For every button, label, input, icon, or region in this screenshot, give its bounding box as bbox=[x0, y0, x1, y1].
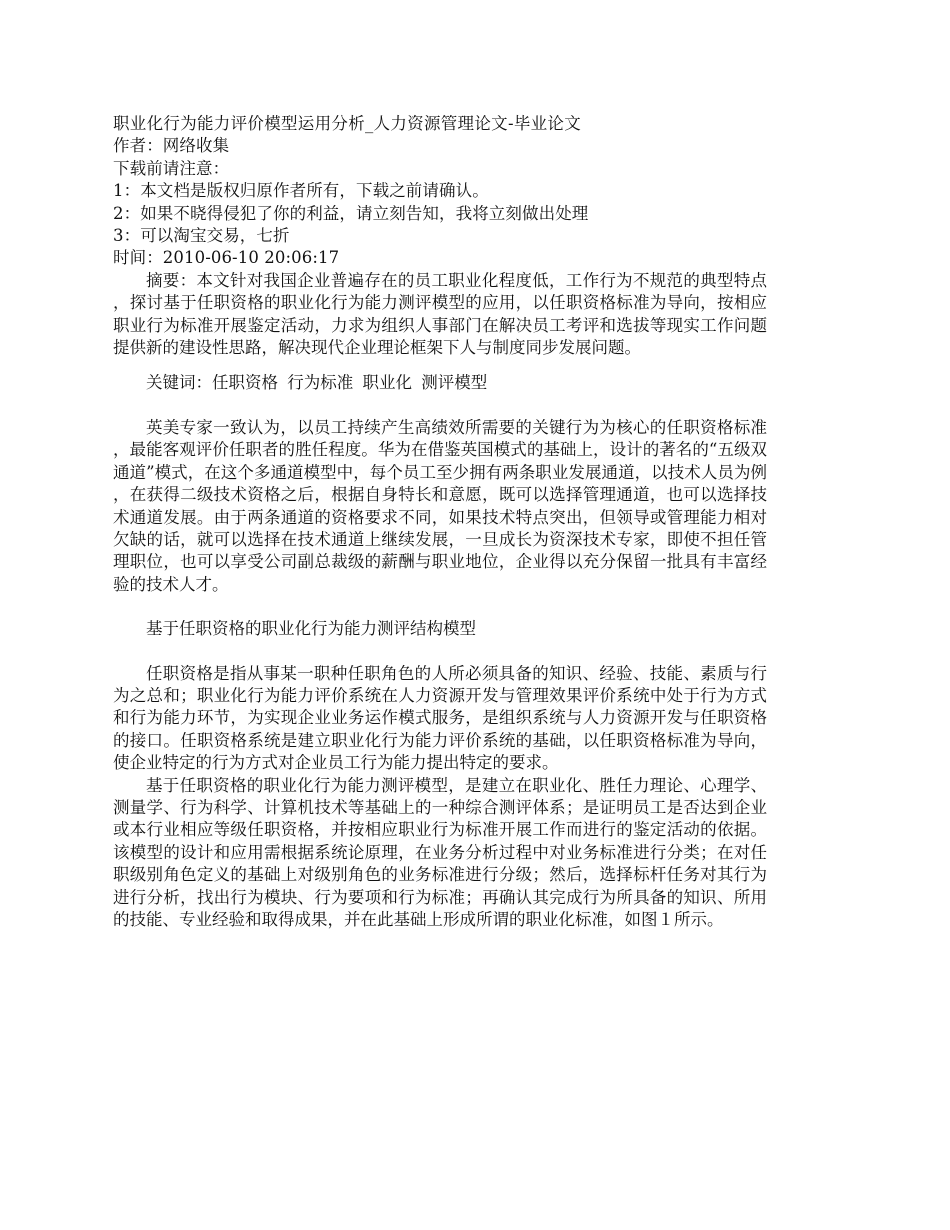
notice-item-1: 1：本文档是版权归原作者所有，下载之前请确认。 bbox=[113, 181, 489, 201]
timestamp-line: 时间：2010-06-10 20:06:17 bbox=[113, 248, 340, 268]
paragraph-spacer bbox=[113, 641, 767, 663]
document-page bbox=[113, 113, 767, 931]
section-heading: 基于任职资格的职业化行为能力测评结构模型 bbox=[146, 619, 476, 639]
notice-item-2: 2：如果不晓得侵犯了你的利益，请立刻告知，我将立刻做出处理 bbox=[113, 203, 589, 223]
notice-item-3: 3：可以淘宝交易，七折 bbox=[113, 226, 290, 246]
author-line: 作者：网络收集 bbox=[113, 136, 230, 156]
body-paragraph-2: 任职资格是指从事某一职种任职角色的人所必须具备的知识、经验、技能、素质与行为之总和；职业化行为能力评价系统在人力资源开发与管理效果评价系统中处于行为方式和行为能力环节，为实现企业业务运作模式服务，是组织系统与人力资源开发与任职资格的接口。任职资格系统是建立职业化行为能力评价系统的基础，以任职资格标准为导向，使企业特定的行为方式对企业员工行为能力提出特定的要求。 bbox=[113, 663, 767, 773]
paragraph-spacer bbox=[113, 395, 767, 417]
body-paragraph-1: 英美专家一致认为，以员工持续产生高绩效所需要的关键行为为核心的任职资格标准，最能客观评价任职者的胜任程度。华为在借鉴英国模式的基础上，设计的著名的“五级双通道”模式，在这个多通道模型中，每个员工至少拥有两条职业发展通道，以技术人员为例，在获得二级技术资格之后，根据自身特长和意愿，既可以选择管理通道，也可以选择技术通道发展。由于两条通道的资格要求不同，如果技术特点突出，但领导或管理能力相对欠缺的话，就可以选择在技术通道上继续发展，一旦成长为资深技术专家，即使不担任管理职位，也可以享受公司副总裁级的薪酬与职业地位，企业得以充分保留一批具有丰富经验的技术人才。 bbox=[113, 417, 767, 594]
document-title: 职业化行为能力评价模型运用分析_人力资源管理论文-毕业论文 bbox=[113, 114, 582, 133]
download-notice-heading: 下载前请注意： bbox=[113, 158, 230, 178]
body-paragraph-3: 基于任职资格的职业化行为能力测评模型，是建立在职业化、胜任力理论、心理学、测量学、行为科学、计算机技术等基础上的一种综合测评体系；是证明员工是否达到企业或本行业相应等级任职资格，并按相应职业行为标准开展工作而进行的鉴定活动的依据。该模型的设计和应用需根据系统论原理，在业务分析过程中对业务标准进行分类；在对任职级别角色定义的基础上对级别角色的业务标准进行分级；然后，选择标杆任务对其行为进行分析，找出行为模块、行为要项和行为标准；再确认其完成行为所具备的知识、所用的技能、专业经验和取得成果，并在此基础上形成所谓的职业化标准，如图１所示。 bbox=[113, 775, 767, 929]
paragraph-spacer bbox=[113, 596, 767, 618]
document-header bbox=[113, 113, 767, 270]
abstract-paragraph: 摘要：本文针对我国企业普遍存在的员工职业化程度低，工作行为不规范的典型特点，探讨基于任职资格的职业化行为能力测评模型的应用，以任职资格标准为导向，按相应职业行为标准开展鉴定活动，力求为组织人事部门在解决员工考评和选拔等现实工作问题提供新的建设性思路，解决现代企业理论框架下人与制度同步发展问题。 bbox=[113, 270, 767, 358]
keywords-line: 关键词：任职资格 行为标准 职业化 测评模型 bbox=[146, 373, 488, 393]
